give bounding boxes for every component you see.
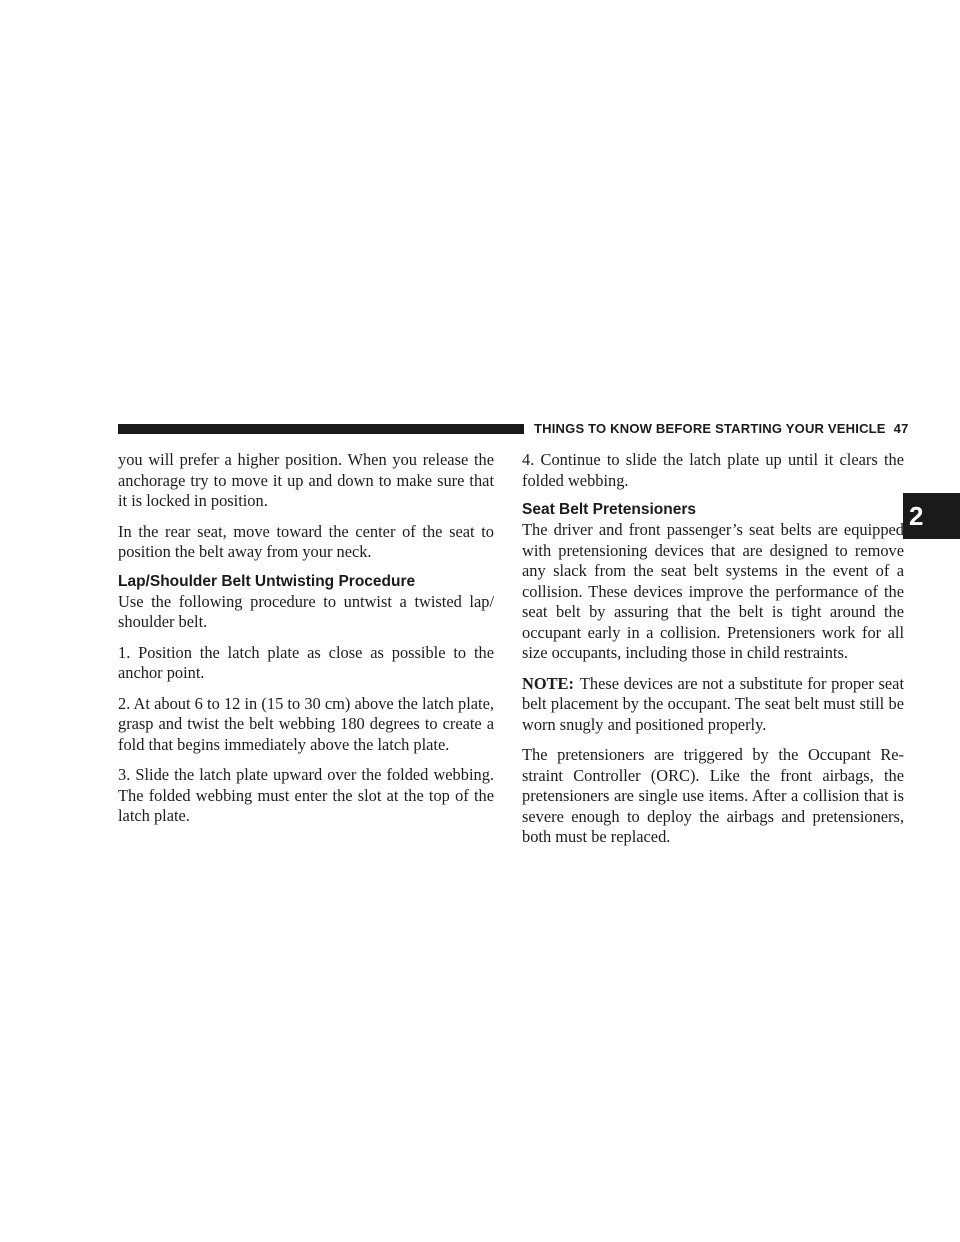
running-header [534, 419, 914, 439]
header-rule [118, 424, 524, 434]
section-heading: Lap/Shoulder Belt Untwisting Procedure [118, 572, 416, 590]
left-column [118, 450, 494, 837]
page-number: 47 [893, 421, 909, 436]
paragraph: The pretensioners are triggered by the Occupant Re- straint Controller (ORC). Like the front airbags, the pretensioners are single use items. After a collision that is severe enough to deploy the airbags and pretensioners, both must be replaced. [522, 745, 904, 846]
paragraph: you will prefer a higher position. When you release the anchorage try to move it up and down to make sure that it is locked in position. [118, 450, 494, 510]
paragraph: Use the following procedure to untwist a twisted lap/ shoulder belt. [118, 591, 494, 631]
procedure-step: 2. At about 6 to 12 in (15 to 30 cm) above the latch plate, grasp and twist the belt webbing 180 degrees to create a fold that begins immediately above the latch plate. [118, 693, 494, 754]
note [522, 674, 904, 736]
procedure-step: 1. Position the latch plate as close as possible to the anchor point. [118, 642, 494, 682]
right-column [522, 450, 904, 858]
paragraph: The driver and front passenger’s seat belts are equipped with pretensioning devices that are designed to remove any slack from the seat belt systems in the event of a collision. These devices improve the performance of the seat belt by assuring that the belt is tight around the occupant early in a collision. Pretensioners work for all size occupants, including those in child restraints. [522, 520, 904, 662]
section-title: THINGS TO KNOW BEFORE STARTING YOUR VEHICLE [534, 421, 886, 436]
note-text: These devices are not a substitute for proper seat belt placement by the occupant. The seat belt must still be worn snugly and positioned properly. [522, 673, 904, 734]
chapter-tab: 2 [903, 493, 960, 539]
paragraph: In the rear seat, move toward the center of the seat to position the belt away from your neck. [118, 521, 494, 561]
note-label: NOTE: [522, 673, 574, 693]
procedure-step: 4. Continue to slide the latch plate up until it clears the folded webbing. [522, 450, 904, 490]
procedure-step: 3. Slide the latch plate upward over the folded webbing. The folded webbing must enter the slot at the top of the latch plate. [118, 765, 494, 825]
section-heading: Seat Belt Pretensioners [522, 501, 697, 518]
